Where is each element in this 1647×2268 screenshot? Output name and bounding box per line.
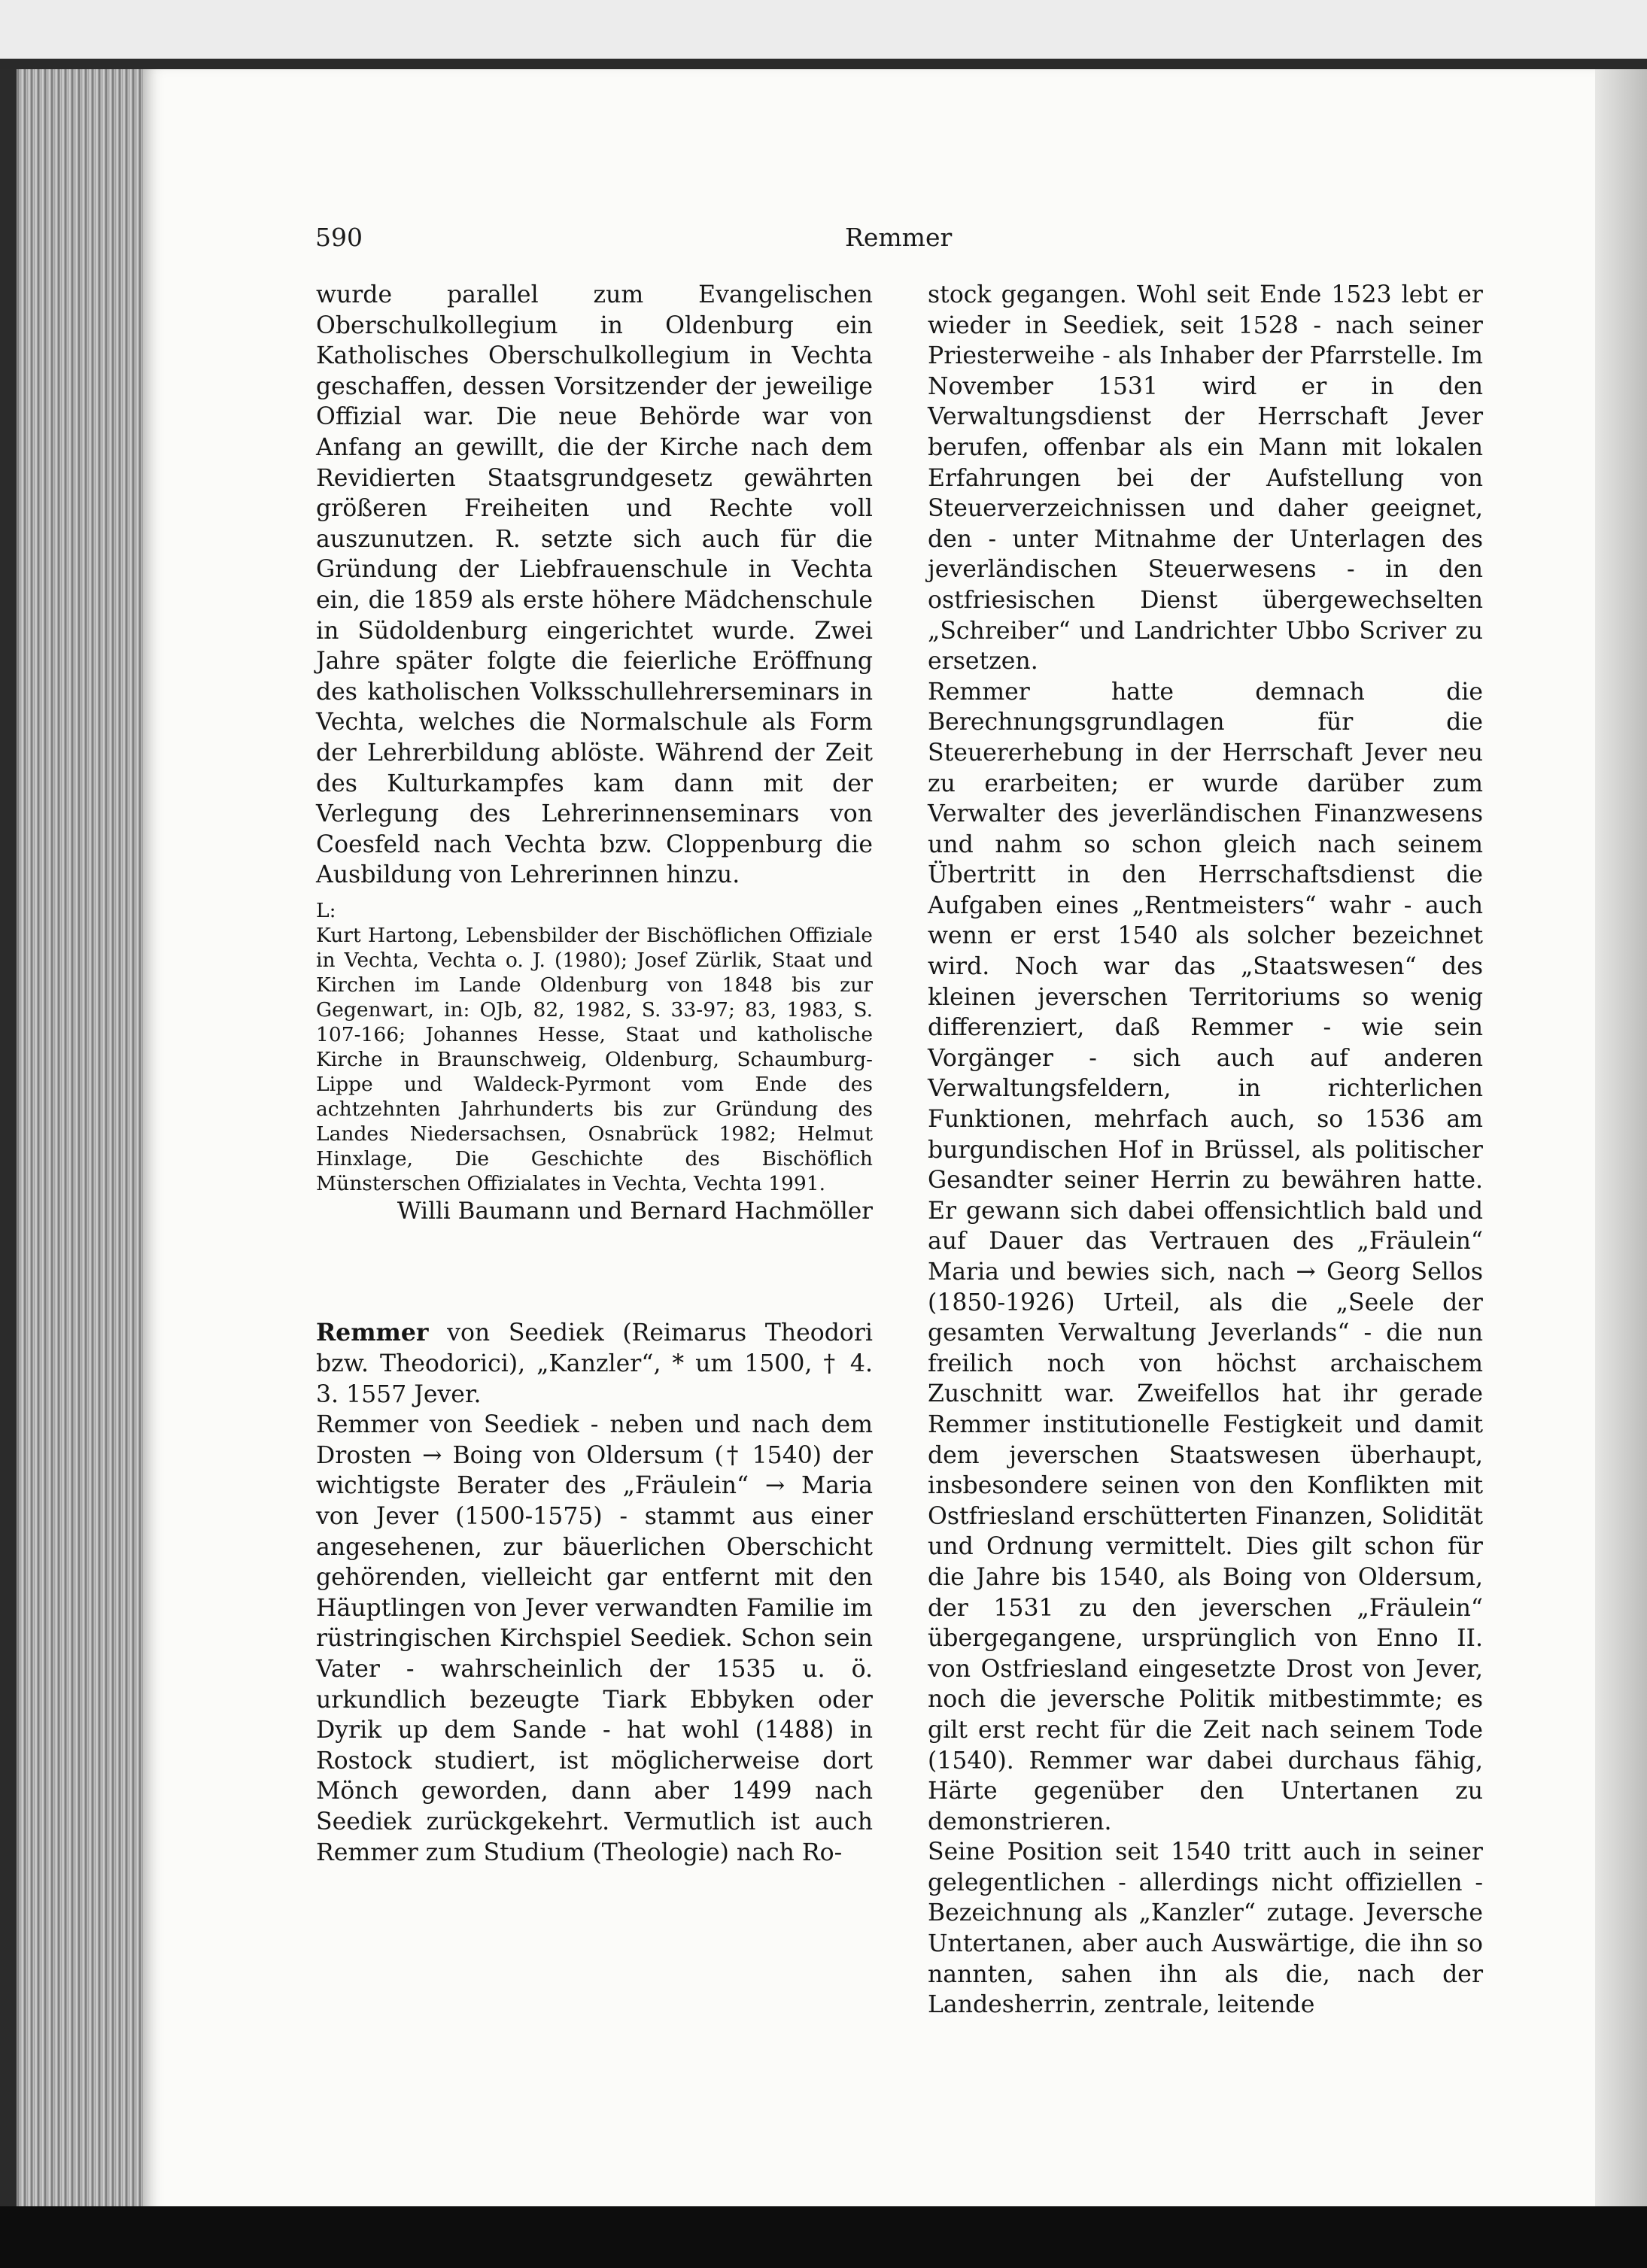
literature-label: L:: [316, 898, 336, 922]
book-binding: [0, 69, 17, 2213]
left-column: [316, 280, 873, 1868]
entry-separator: [316, 1226, 873, 1318]
literature-block: [316, 898, 873, 1196]
bottom-scan-band: [0, 2206, 1647, 2268]
running-head: Remmer: [845, 223, 953, 252]
page-number: 590: [315, 223, 363, 252]
right-paragraph-2: Remmer hatte demnach die Berechnungsgrundlagen für die Steuererhebung in der Herrschaft Jever neu zu erarbeiten; er wurde darüber zum Verwalter des jeverländischen Finanzwesens und nahm so schon gleich nach seinem Übertritt in den Herrschaftsdienst die Aufgaben eines „Rentmeisters“ wahr - auch wenn er erst 1540 als solcher bezeichnet wird. Noch war das „Staatswesen“ des kleinen jeverschen Territoriums so wenig differenziert, daß Remmer - wie sein Vorgänger - sich auch auf anderen Verwaltungsfeldern, in richterlichen Funktionen, mehrfach auch, so 1536 am burgundischen Hof in Brüssel, als politischer Gesandter seiner Herrin zu bewähren hatte. Er gewann sich dabei offensichtlich bald und auf Dauer das Vertrauen des „Fräulein“ Maria und bewies sich, nach → Georg Sellos (1850-1926) Urteil, als die „Seele der gesamten Verwaltung Jeverlands“ - die nun freilich noch von höchst archaischem Zuschnitt war. Zweifellos hat ihr gerade Remmer institutionelle Festigkeit und damit dem jeverschen Staatswesen überhaupt, insbesondere seinen von den Konflikten mit Ostfriesland erschütterten Finanzen, Solidität und Ordnung vermittelt. Dies gilt schon für die Jahre bis 1540, als Boing von Oldersum, der 1531 zu den jeverschen „Fräulein“ übergegangene, ursprünglich von Enno II. von Ostfriesland eingesetzte Drost von Jever, noch die jeversche Politik mitbestimmte; es gilt erst recht für die Zeit nach seinem Tode (1540). Remmer war dabei durchaus fähig, Härte gegenüber den Untertanen zu demonstrieren.: [928, 678, 1483, 1835]
page-edges-stack: [0, 69, 143, 2213]
top-scan-band: [0, 0, 1647, 69]
right-paragraph-1: stock gegangen. Wohl seit Ende 1523 lebt er wieder in Seediek, seit 1528 - nach seiner Priesterweihe - als Inhaber der Pfarrstelle. Im November 1531 wird er in den Verwaltungsdienst der Herrschaft Jever berufen, offenbar als ein Mann mit lokalen Erfahrungen bei der Aufstellung von Steuerverzeichnissen und daher geeignet, den - unter Mitnahme der Unterlagen des jeverländischen Steuerwesens - in den ostfriesischen Dienst übergewechselten „Schreiber“ und Landrichter Ubbo Scriver zu ersetzen.: [928, 281, 1483, 676]
entry-heading-rest: von Seediek (Reimarus Theodori bzw. Theodorici), „Kanzler“, * um 1500, † 4. 3. 1557 Jever.: [316, 1319, 873, 1408]
right-scan-margin: [1595, 69, 1647, 2213]
previous-entry-text: wurde parallel zum Evangelischen Oberschulkollegium in Oldenburg ein Katholisches Oberschulkollegium in Vechta geschaffen, dessen Vorsitzender der jeweilige Offizial war. Die neue Behörde war von Anfang an gewillt, die der Kirche nach dem Revidierten Staatsgrundgesetz gewährten größeren Freiheiten und Rechte voll auszunutzen. R. setzte sich auch für die Gründung der Liebfrauenschule in Vechta ein, die 1859 als erste höhere Mädchenschule in Südoldenburg eingerichtet wurde. Zwei Jahre später folgte die feierliche Eröffnung des katholischen Volksschullehrerseminars in Vechta, welches die Normalschule als Form der Lehrerbildung ablöste. Während der Zeit des Kulturkampfes kam dann mit der Verlegung des Lehrerinnenseminars von Coesfeld nach Vechta bzw. Cloppenburg die Ausbildung von Lehrerinnen hinzu.: [316, 281, 873, 889]
top-page-edge: [0, 59, 1647, 69]
entry-text: Remmer von Seediek - neben und nach dem Drosten → Boing von Oldersum († 1540) der wichtigste Berater des „Fräulein“ → Maria von Jever (1500-1575) - stammt aus einer angesehenen, zur bäuerlichen Oberschicht gehörenden, vielleicht gar entfernt mit den Häuptlingen von Jever verwandten Familie im rüstringischen Kirchspiel Seediek. Schon sein Vater - wahrscheinlich der 1535 u. ö. urkundlich bezeugte Tiark Ebbyken oder Dyrik up dem Sande - hat wohl (1488) in Rostock studiert, ist möglicherweise dort Mönch geworden, dann aber 1499 nach Seediek zurückgekehrt. Vermutlich ist auch Remmer zum Studium (Theologie) nach Ro-: [316, 1411, 873, 1866]
right-paragraph-3: Seine Position seit 1540 tritt auch in seiner gelegentlichen - allerdings nicht offiziellen - Bezeichnung als „Kanzler“ zutage. Jeversche Untertanen, aber auch Auswärtige, die ihn so nannten, sahen ihn als die, nach der Landesherrin, zentrale, leitende: [928, 1838, 1483, 2019]
entry-authors: Willi Baumann und Bernard Hachmöller: [397, 1197, 873, 1225]
entry-heading: [316, 1318, 873, 1410]
entry-lemma: Remmer: [316, 1319, 429, 1347]
literature-text: Kurt Hartong, Lebensbilder der Bischöflichen Offiziale in Vechta, Vechta o. J. (1980); Josef Zürlik, Staat und Kirchen im Lande Oldenburg von 1848 bis zur Gegenwart, in: OJb, 82, 1982, S. 33-97; 83, 1983, S. 107-166; Johannes Hesse, Staat und katholische Kirche in Braunschweig, Oldenburg, Schaumburg-Lippe und Waldeck-Pyrmont vom Ende des achtzehnten Jahrhunderts bis zur Gründung des Landes Niedersachsen, Osnabrück 1982; Helmut Hinxlage, Die Geschichte des Bischöflich Münsterschen Offizialates in Vechta, Vechta 1991.: [316, 923, 873, 1195]
right-column: [928, 280, 1483, 2021]
